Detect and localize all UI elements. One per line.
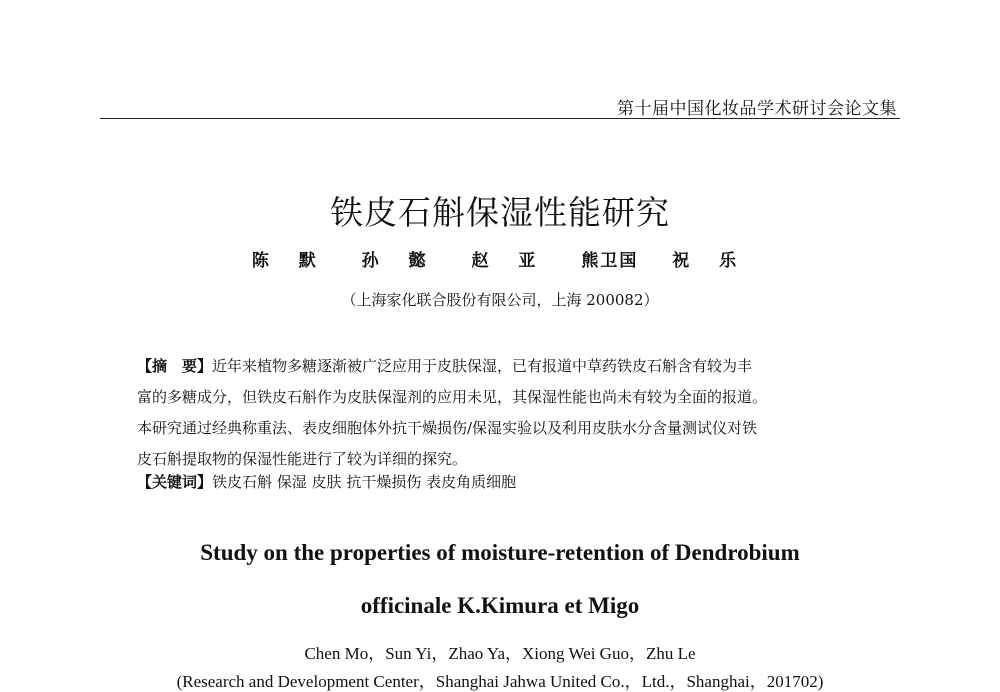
english-affiliation: (Research and Development Center，Shanghai Jahwa United Co.，Ltd.，Shanghai，201702) bbox=[176, 672, 824, 691]
english-authors: Chen Mo，Sun Yi，Zhao Ya，Xiong Wei Guo，Zhu Le bbox=[304, 644, 696, 663]
author-name: 赵 亚 bbox=[471, 251, 548, 271]
abstract-line-3: 本研究通过经典称重法、表皮细胞体外抗干燥损伤/保湿实验以及利用皮肤水分含量测试仪对铁 bbox=[137, 419, 758, 437]
abstract bbox=[137, 351, 867, 475]
author-name: 陈 默 bbox=[251, 251, 328, 271]
keywords-label: 【关键词】 bbox=[137, 473, 213, 491]
author-name: 熊卫国 bbox=[581, 251, 639, 271]
keywords-text: 铁皮石斛 保湿 皮肤 抗干燥损伤 表皮角质细胞 bbox=[212, 473, 517, 491]
running-header: 第十届中国化妆品学术研讨会论文集 bbox=[617, 99, 897, 119]
keywords bbox=[137, 471, 516, 492]
english-title-line-2: officinale K.Kimura et Migo bbox=[360, 593, 640, 618]
abstract-line-1 bbox=[137, 351, 867, 382]
header-rule bbox=[100, 118, 900, 119]
abstract-label: 【摘 要】 bbox=[137, 357, 213, 375]
abstract-line-2: 富的多糖成分，但铁皮石斛作为皮肤保湿剂的应用未见，其保湿性能也尚未有较为全面的报道。 bbox=[137, 388, 768, 406]
affiliation: （上海家化联合股份有限公司，上海 200082） bbox=[341, 291, 659, 309]
english-title-line-1: Study on the properties of moisture-retention of Dendrobium bbox=[200, 540, 800, 565]
paper-title: 铁皮石斛保湿性能研究 bbox=[330, 193, 670, 232]
author-name: 孙 懿 bbox=[361, 251, 438, 271]
author-name: 祝 乐 bbox=[672, 251, 749, 271]
abstract-text: 近年来植物多糖逐渐被广泛应用于皮肤保湿，已有报道中草药铁皮石斛含有较为丰 bbox=[212, 357, 753, 375]
abstract-line-4: 皮石斛提取物的保湿性能进行了较为详细的探究。 bbox=[137, 450, 468, 468]
author-list bbox=[0, 246, 1000, 271]
